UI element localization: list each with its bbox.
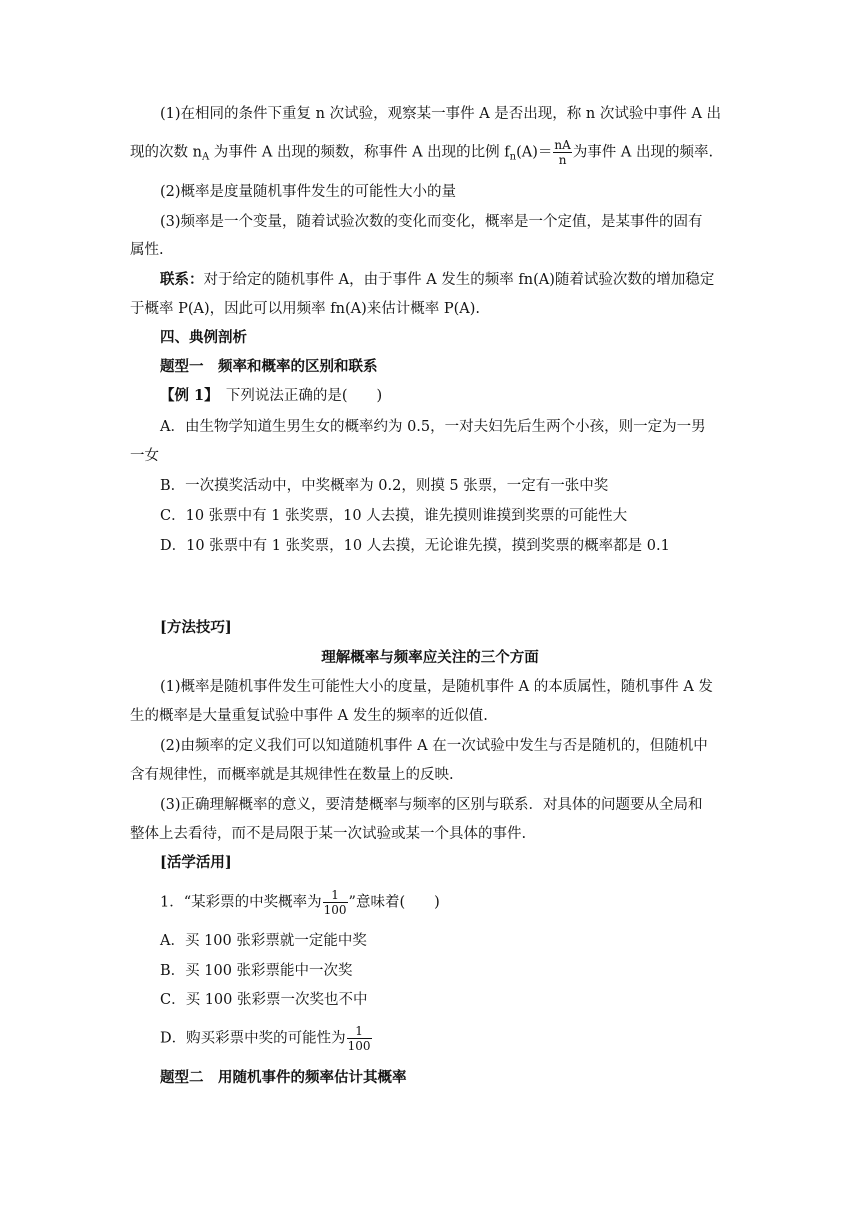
example-label: 【例 1】 <box>160 387 212 404</box>
practice-option-c: C．买 100 张彩票一次奖也不中 <box>160 992 368 1008</box>
option-c: C．10 张票中有 1 张奖票，10 人去摸，谁先摸则谁摸到奖票的可能性大 <box>160 508 628 524</box>
link-line-2: 于概率 P(A)，因此可以用频率 fn(A)来估计概率 P(A). <box>130 301 481 317</box>
lottery-fraction: $\frac{1}{100}$ <box>323 888 347 917</box>
practice-option-d: D．购买彩票中奖的可能性为 $\frac{1}{100}$ <box>160 1024 371 1053</box>
practice-option-a: A．买 100 张彩票就一定能中奖 <box>160 933 367 949</box>
para-3-line-1: (3)频率是一个变量，随着试验次数的变化而变化，概率是一个定值，是某事件的固有 <box>160 214 703 230</box>
para-2: (2)概率是度量随机事件发生的可能性大小的量 <box>160 184 457 200</box>
section-heading: 四、典例剖析 <box>160 329 247 346</box>
option-a-line-2: 一女 <box>130 448 159 464</box>
tip-3-line-2: 整体上去看待，而不是局限于某一次试验或某一个具体的事件. <box>130 826 527 842</box>
practice-option-b: B．买 100 张彩票能中一次奖 <box>160 963 353 979</box>
example-1-question: 【例 1】 下列说法正确的是( ) <box>160 387 383 404</box>
option-a-line-1: A．由生物学知道生男生女的概率约为 0.5，一对夫妇先后生两个小孩，则一定为一男 <box>160 419 706 435</box>
option-b: B．一次摸奖活动中，中奖概率为 0.2，则摸 5 张票，一定有一张中奖 <box>160 478 609 494</box>
method-tips-title: 理解概率与频率应关注的三个方面 <box>321 649 539 666</box>
link-label: 联系： <box>160 271 204 288</box>
tip-1-line-1: (1)概率是随机事件发生可能性大小的度量，是随机事件 A 的本质属性，随机事件 A 发 <box>160 679 713 695</box>
para-1-line-2: 现的次数 $n_A$ 为事件 A 出现的频数，称事件 A 出现的比例 $f_n(A)=$ $\frac{nA}{n}$ 为事件 A 出现的频率. <box>130 138 714 167</box>
para-1-line-1: (1)在相同的条件下重复 n 次试验，观察某一事件 A 是否出现，称 n 次试验中事件 A 出 <box>160 106 722 122</box>
practice-question-1: 1．“某彩票的中奖概率为 $\frac{1}{100}$ ”意味着( ) <box>160 888 440 917</box>
tip-2-line-1: (2)由频率的定义我们可以知道随机事件 A 在一次试验中发生与否是随机的，但随机中 <box>160 738 708 754</box>
tip-3-line-1: (3)正确理解概率的意义，要清楚概率与频率的区别与联系．对具体的问题要从全局和 <box>160 797 703 813</box>
method-tips-label: [方法技巧] <box>160 619 232 636</box>
tip-1-line-2: 生的概率是大量重复试验中事件 A 发生的频率的近似值. <box>130 708 488 724</box>
link-line-1: 联系：对于给定的随机事件 A，由于事件 A 发生的频率 fn(A)随着试验次数的增加稳定 <box>160 271 715 288</box>
para-3-line-2: 属性. <box>130 242 164 258</box>
frequency-fraction: $\frac{nA}{n}$ <box>554 138 571 167</box>
option-d: D．10 张票中有 1 张奖票，10 人去摸，无论谁先摸，摸到奖票的概率都是 0.1 <box>160 538 670 554</box>
tip-2-line-2: 含有规律性，而概率就是其规律性在数量上的反映. <box>130 767 454 783</box>
practice-label: [活学活用] <box>160 854 232 871</box>
type-one-heading: 题型一 频率和概率的区别和联系 <box>160 358 378 375</box>
chance-fraction: $\frac{1}{100}$ <box>347 1024 371 1053</box>
type-two-heading: 题型二 用随机事件的频率估计其概率 <box>160 1069 407 1086</box>
